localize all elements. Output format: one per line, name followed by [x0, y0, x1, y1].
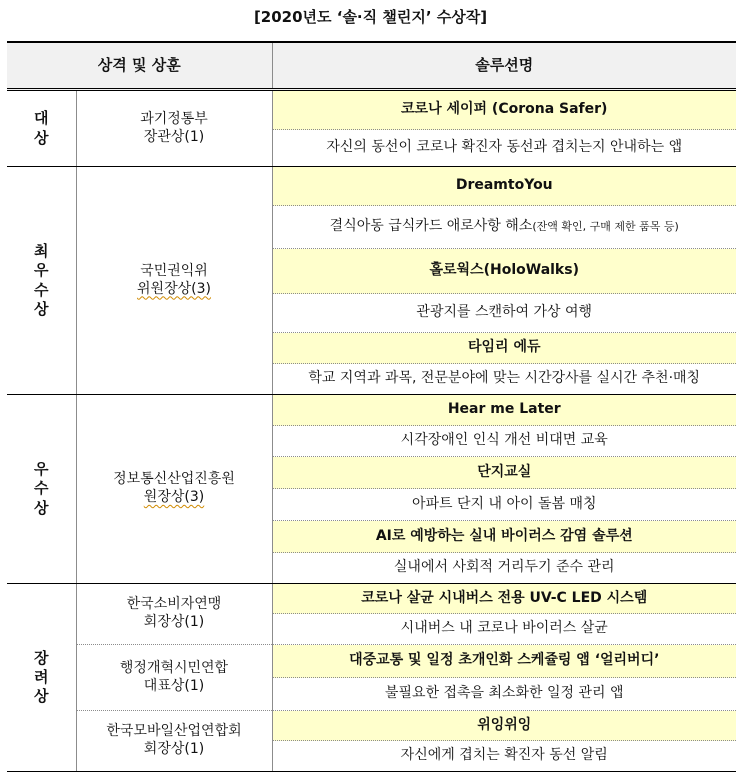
solution-name: 코로나 세이퍼 (Corona Safer) [272, 90, 736, 130]
solution-desc: 아파트 단지 내 아이 돌봄 매칭 [272, 489, 736, 521]
header-solution: 솔루션명 [272, 42, 736, 90]
solution-desc: 시내버스 내 코로나 바이러스 살균 [272, 614, 736, 645]
solution-desc: 불필요한 접촉을 최소화한 일정 관리 앱 [272, 678, 736, 711]
solution-desc: 자신에게 겹치는 확진자 동선 알림 [272, 741, 736, 772]
solution-desc: 시각장애인 인식 개선 비대면 교육 [272, 426, 736, 457]
grade-excellence: 최 우 수 상 [7, 167, 76, 395]
awards-table [7, 41, 736, 772]
document-title: [2020년도 ‘솔·직 챌린지’ 수상작] [253, 8, 488, 26]
header-award: 상격 및 상훈 [7, 42, 272, 90]
org-msit: 과기정통부 장관상(1) [76, 90, 272, 167]
table-row [7, 167, 736, 206]
solution-name: DreamtoYou [272, 167, 736, 206]
solution-name: 홀로웍스(HoloWalks) [272, 249, 736, 294]
solution-name: AI로 예방하는 실내 바이러스 감염 솔루션 [272, 521, 736, 553]
org-citizen: 행정개혁시민연합 대표상(1) [76, 645, 272, 711]
grade-grand-prize: 대 상 [7, 90, 76, 167]
solution-desc: 관광지를 스캔하여 가상 여행 [272, 294, 736, 333]
solution-name: Hear me Later [272, 395, 736, 426]
table-row [7, 645, 736, 678]
solution-desc: 결식아동 급식카드 애로사항 해소(잔액 확인, 구매 제한 품목 등) [272, 206, 736, 249]
table-header-row [7, 42, 736, 90]
org-consumer: 한국소비자연맹 회장상(1) [76, 584, 272, 645]
table-row [7, 395, 736, 426]
org-acrc: 국민권익위 위원장상(3) [76, 167, 272, 395]
solution-name: 단지교실 [272, 457, 736, 489]
org-nipa: 정보통신산업진흥원 원장상(3) [76, 395, 272, 584]
grade-encouragement: 장 려 상 [7, 584, 76, 772]
solution-name: 대중교통 및 일정 초개인화 스케쥴링 앱 ‘얼리버디’ [272, 645, 736, 678]
solution-name: 타임리 에듀 [272, 333, 736, 364]
solution-name: 위잉위잉 [272, 711, 736, 741]
table-row [7, 711, 736, 741]
solution-desc: 자신의 동선이 코로나 확진자 동선과 겹치는지 안내하는 앱 [272, 130, 736, 167]
table-row [7, 90, 736, 130]
table-row [7, 584, 736, 614]
solution-desc: 학교 지역과 과목, 전문분야에 맞는 시간강사를 실시간 추천·매칭 [272, 364, 736, 395]
grade-merit: 우 수 상 [7, 395, 76, 584]
org-mobile: 한국모바일산업연합회 회장상(1) [76, 711, 272, 772]
solution-name: 코로나 살균 시내버스 전용 UV-C LED 시스템 [272, 584, 736, 614]
solution-desc: 실내에서 사회적 거리두기 준수 관리 [272, 553, 736, 584]
